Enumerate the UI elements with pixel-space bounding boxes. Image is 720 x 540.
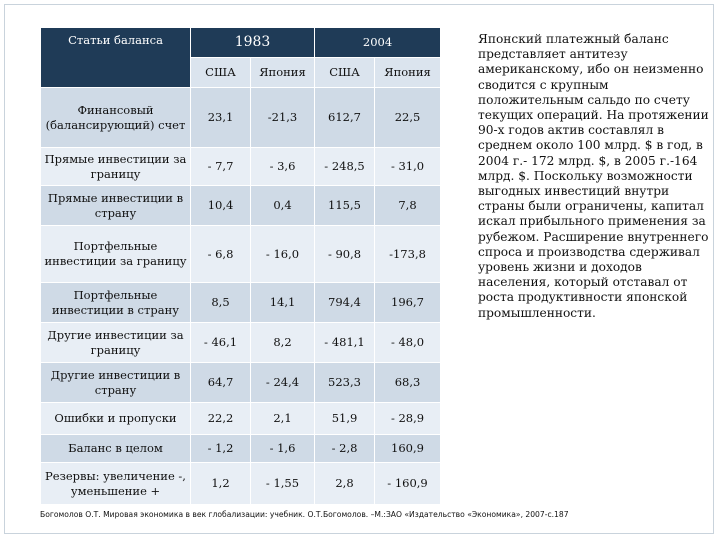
cell-value: 7,8 (375, 186, 441, 226)
header-year-1983: 1983 (191, 28, 315, 58)
table-row (41, 463, 441, 505)
cell-value: 115,5 (315, 186, 375, 226)
cell-value: 64,7 (191, 363, 251, 403)
table-row (41, 186, 441, 226)
cell-value: - 31,0 (375, 148, 441, 186)
cell-value: 8,2 (251, 323, 315, 363)
cell-value: 23,1 (191, 88, 251, 148)
table-row (41, 363, 441, 403)
row-label: Прямые инвестиции в страну (41, 186, 191, 226)
cell-value: 612,7 (315, 88, 375, 148)
cell-value: - 160,9 (375, 463, 441, 505)
cell-value: 1,2 (191, 463, 251, 505)
header-col-japan-2004: Япония (375, 58, 441, 88)
row-label: Резервы: увеличение -, уменьшение + (41, 463, 191, 505)
cell-value: 160,9 (375, 435, 441, 463)
cell-value: 196,7 (375, 283, 441, 323)
table-row (41, 323, 441, 363)
header-year-2004: 2004 (315, 28, 441, 58)
row-label: Другие инвестиции за границу (41, 323, 191, 363)
balance-table-container (40, 27, 440, 505)
cell-value: 523,3 (315, 363, 375, 403)
cell-value: 2,1 (251, 403, 315, 435)
cell-value: - 248,5 (315, 148, 375, 186)
cell-value: - 1,55 (251, 463, 315, 505)
cell-value: -21,3 (251, 88, 315, 148)
row-label: Портфельные инвестиции в страну (41, 283, 191, 323)
cell-value: 22,5 (375, 88, 441, 148)
cell-value: - 28,9 (375, 403, 441, 435)
cell-value: - 7,7 (191, 148, 251, 186)
cell-value: - 481,1 (315, 323, 375, 363)
table-row (41, 226, 441, 283)
row-label: Финансовый (балансирующий) счет (41, 88, 191, 148)
side-text-paragraph: Японский платежный баланс представляет антитезу американскому, ибо он неизменно сводится с крупным положительным сальдо по счету текущих операций. На протяжении 90-х годов актив составлял в среднем около 100 млрд. $ в год, в 2004 г.- 172 млрд. $, в 2005 г.-164 млрд. $. Поскольку возможности выгодных инвестиций внутри страны были ограничены, капитал искал прибыльного применения за рубежом. Расширение внутреннего спроса и производства сдерживал уровень жизни и доходов населения, который отставал от роста продуктивности японской промышленности. (478, 32, 709, 320)
cell-value: 14,1 (251, 283, 315, 323)
cell-value: - 3,6 (251, 148, 315, 186)
cell-value: 2,8 (315, 463, 375, 505)
row-label: Портфельные инвестиции за границу (41, 226, 191, 283)
row-label: Баланс в целом (41, 435, 191, 463)
row-label: Прямые инвестиции за границу (41, 148, 191, 186)
cell-value: 68,3 (375, 363, 441, 403)
cell-value: - 16,0 (251, 226, 315, 283)
table-row (41, 403, 441, 435)
cell-value: 794,4 (315, 283, 375, 323)
cell-value: - 48,0 (375, 323, 441, 363)
header-col-japan-1983: Япония (251, 58, 315, 88)
balance-table (40, 27, 441, 505)
cell-value: - 46,1 (191, 323, 251, 363)
row-label: Другие инвестиции в страну (41, 363, 191, 403)
cell-value: - 1,2 (191, 435, 251, 463)
row-label: Ошибки и пропуски (41, 403, 191, 435)
source-footnote: Богомолов О.Т. Мировая экономика в век глобализации: учебник. О.Т.Богомолов. –М.:ЗАО «Издательство «Экономика», 2007-с.187 (40, 510, 569, 519)
header-col-usa-1983: США (191, 58, 251, 88)
cell-value: - 1,6 (251, 435, 315, 463)
cell-value: - 2,8 (315, 435, 375, 463)
cell-value: - 24,4 (251, 363, 315, 403)
cell-value: - 6,8 (191, 226, 251, 283)
cell-value: 22,2 (191, 403, 251, 435)
table-row (41, 148, 441, 186)
cell-value: 8,5 (191, 283, 251, 323)
cell-value: - 90,8 (315, 226, 375, 283)
cell-value: 51,9 (315, 403, 375, 435)
cell-value: -173,8 (375, 226, 441, 283)
table-row (41, 88, 441, 148)
cell-value: 0,4 (251, 186, 315, 226)
header-row-label: Статьи баланса (41, 28, 191, 88)
table-row (41, 435, 441, 463)
table-row (41, 283, 441, 323)
cell-value: 10,4 (191, 186, 251, 226)
header-col-usa-2004: США (315, 58, 375, 88)
